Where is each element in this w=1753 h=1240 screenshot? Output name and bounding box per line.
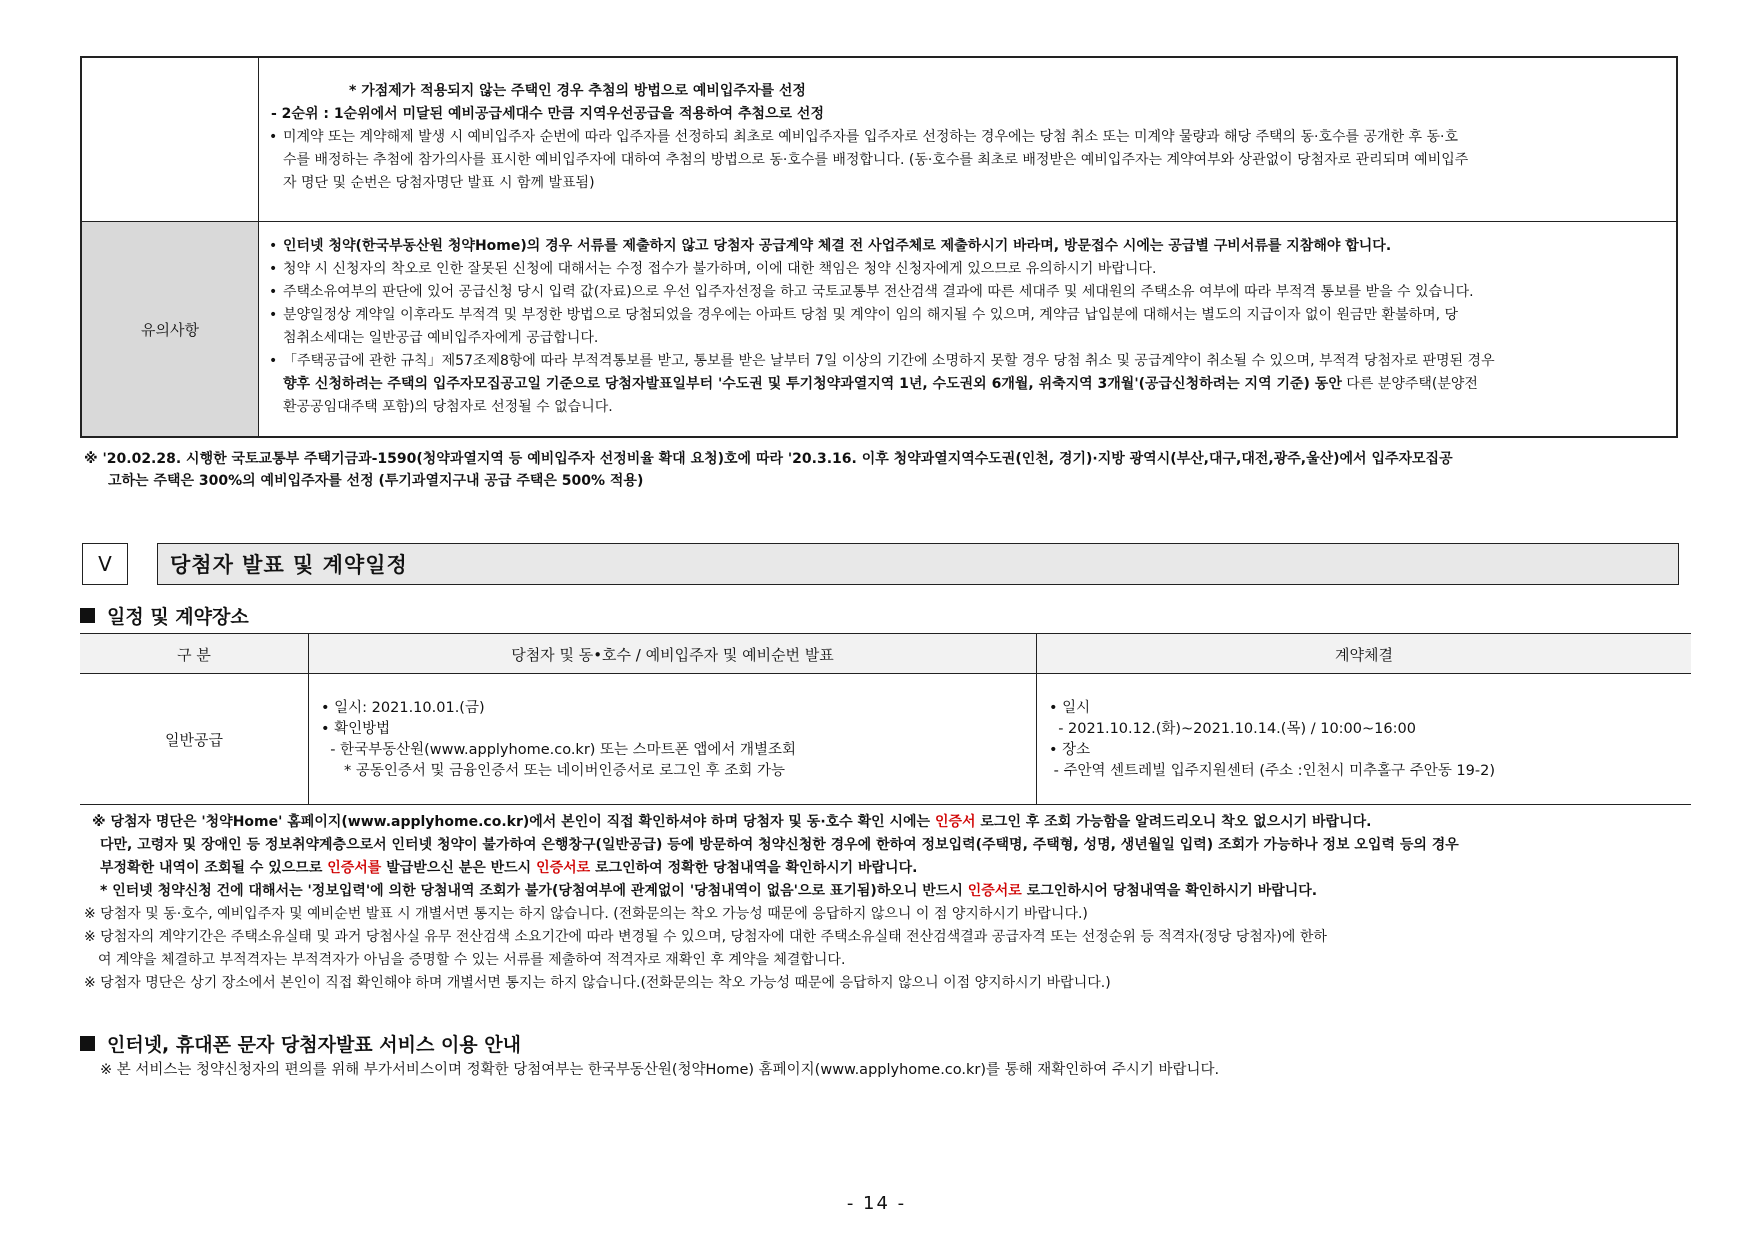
text-line: * 가점제가 적용되지 않는 주택인 경우 추첨의 방법으로 예비입주자를 선정 (349, 83, 806, 99)
footnote: ※ '20.02.28. 시행한 국토교통부 주택기금과-1590(청약과열지역 등 예비입주자 선정비율 확대 요청)호에 따라 '20.3.16. 이후 청약과열지역수도권(인천, 경기)·지방 광역시(부산,대구,대전,광주,울산)에서 입주자모집공 고하는 주택은 300%의 예비입주자를 선정 (투기과열지구내 공급 주택은 500% 적용) (84, 451, 1453, 489)
note-line: 다만, 고령자 및 장애인 등 정보취약계층으로서 인터넷 청약이 불가하여 은행창구(일반공급) 등에 방문하여 청약신청한 경우에 한하여 정보입력(주택명, 주택형, 성명, 생년월일 입력) 조회가 가능하나 정보 오입력 등의 경우 (100, 837, 1459, 853)
contract-cell: • 일시 - 2021.10.12.(화)~2021.10.14.(목) / 10:00~16:00 • 장소 - 주안역 센트레빌 입주지원센터 (주소 :인천시 미추홀구 주안동 19-2) (1049, 700, 1495, 779)
table-row (82, 58, 1676, 222)
cautions-label: 유의사항 (82, 222, 259, 436)
note-line: ※ 당첨자 명단은 '청약Home' 홈페이지(www.applyhome.co.kr)에서 본인이 직접 확인하셔야 하며 당첨자 및 동·호수 확인 시에는 인증서 로그인 후 조회 가능함을 알려드리오니 착오 없으시기 바랍니다. (92, 814, 1372, 830)
column-header: 당첨자 및 동•호수 / 예비입주자 및 예비순번 발표 (309, 634, 1037, 674)
table-content-cell (259, 222, 1676, 436)
note-line: ※ 당첨자 명단은 상기 장소에서 본인이 직접 확인해야 하며 개별서면 통지는 하지 않습니다.(전화문의는 착오 가능성 때문에 응답하지 않으니 이점 양지하시기 바랍니다.) (84, 975, 1111, 991)
text-line: 미계약 또는 계약해제 발생 시 예비입주자 순번에 따라 입주자를 선정하되 최초로 예비입주자를 입주자로 선정하는 경우에는 당첨 취소 또는 미계약 물량과 해당 주택의 동·호수를 공개한 후 동·호 (283, 129, 1459, 145)
table-row (80, 674, 1691, 804)
text-line: 수를 배정하는 추첨에 참가의사를 표시한 예비입주자에 대하여 추첨의 방법으로 동·호수를 배정합니다. (동·호수를 최초로 배정받은 예비입주자는 계약여부와 상관없이 당첨자로 관리되며 예비입주 (283, 152, 1469, 168)
supply-type-cell: 일반공급 (80, 674, 309, 804)
note-line: 여 계약을 체결하고 부적격자는 부적격자가 아님을 증명할 수 있는 서류를 제출하여 적격자로 재확인 후 계약을 체결합니다. (98, 952, 846, 968)
column-header: 계약체결 (1335, 645, 1393, 664)
announcement-cell: • 일시: 2021.10.01.(금) • 확인방법 - 한국부동산원(www.applyhome.co.kr) 또는 스마트폰 앱에서 개별조회 * 공동인증서 및 금융인증서 또는 네이버인증서로 로그인 후 조회 가능 (309, 674, 1037, 804)
note-line: * 인터넷 청약신청 건에 대해서는 '정보입력'에 의한 당첨내역 조회가 불가(당첨여부에 관계없이 '당첨내역이 없음'으로 표기됨)하오니 반드시 인증서로 로그인하시어 당첨내역을 확인하시기 바랍니다. (100, 883, 1318, 899)
service-note: ※ 본 서비스는 청약신청자의 편의를 위해 부가서비스이며 정확한 당첨여부는 한국부동산원(청약Home) 홈페이지(www.applyhome.co.kr)를 통해 재확인하여 주시기 바랍니다. (100, 1062, 1220, 1078)
table-content-cell (259, 58, 1676, 221)
schedule-heading: 일정 및 계약장소 (80, 602, 249, 629)
square-bullet-icon (80, 608, 95, 623)
table-row (82, 222, 1676, 436)
reserve-selection-table (80, 56, 1678, 438)
bullet-item: • 「주택공급에 관한 규칙」제57조제8항에 따라 부적격통보를 받고, 통보를 받은 날부터 7일 이상의 기간에 소명하지 못할 경우 당첨 취소 및 공급계약이 취소될 수 있으며, 부적격 당첨자로 판명된 경우 향후 신청하려는 주택의 입주자모집공고일 기준으로 당첨자발표일부터 '수도권 및 투기청약과열지역 1년, 수도권외 6개월, 위축지역 3개월'(공급신청하려는 지역 기준) 동안 다른 분양주택(분양전 환공공임대주택 포함)의 당첨자로 선정될 수 없습니다. (269, 353, 1495, 415)
bullet-item: • 주택소유여부의 판단에 있어 공급신청 당시 입력 값(자료)으로 우선 입주자선정을 하고 국토교통부 전산검색 결과에 따른 세대주 및 세대원의 주택소유 여부에 따라 부적격 통보를 받을 수 있습니다. (269, 284, 1474, 300)
bullet-item: • 청약 시 신청자의 착오로 인한 잘못된 신청에 대해서는 수정 접수가 불가하며, 이에 대한 책임은 청약 신청자에게 있으므로 유의하시기 바랍니다. (269, 261, 1157, 277)
note-line: ※ 당첨자 및 동·호수, 예비입주자 및 예비순번 발표 시 개별서면 통지는 하지 않습니다. (전화문의는 착오 가능성 때문에 응답하지 않으니 이 점 양지하시기 바랍니다.) (84, 906, 1088, 922)
bullet-item: • 인터넷 청약(한국부동산원 청약Home)의 경우 서류를 제출하지 않고 당첨자 공급계약 체결 전 사업주체로 제출하시기 바라며, 방문접수 시에는 공급별 구비서류를 지참해야 합니다. (269, 238, 1392, 254)
note-line: 부정확한 내역이 조회될 수 있으므로 인증서를 발급받으신 분은 반드시 인증서로 로그인하여 정확한 당첨내역을 확인하시기 바랍니다. (100, 860, 918, 876)
page-number: - 14 - (846, 1193, 907, 1214)
notes-block (84, 811, 1684, 995)
service-heading: 인터넷, 휴대폰 문자 당첨자발표 서비스 이용 안내 (80, 1030, 521, 1057)
table-label-cell (82, 58, 259, 221)
bullet-item: • 분양일정상 계약일 이후라도 부적격 및 부정한 방법으로 당첨되었을 경우에는 아파트 당첨 및 계약이 임의 해지될 수 있으며, 계약금 납입분에 대해서는 별도의 지급이자 없이 원금만 환불하며, 당 첨취소세대는 일반공급 예비입주자에게 공급합니다. (269, 307, 1459, 346)
text-line: - 2순위 : 1순위에서 미달된 예비공급세대수 만큼 지역우선공급을 적용하여 추첨으로 선정 (271, 106, 824, 122)
text-line: 자 명단 및 순번은 당첨자명단 발표 시 함께 발표됨) (283, 175, 595, 191)
table-header-row (80, 634, 1691, 674)
schedule-table (80, 633, 1691, 805)
section-number: V (82, 543, 128, 585)
note-line: ※ 당첨자의 계약기간은 주택소유실태 및 과거 당첨사실 유무 전산검색 소요기간에 따라 변경될 수 있으며, 당첨자에 대한 주택소유실태 전산검색결과 공급자격 또는 선정순위 등 적격자(정당 당첨자)에 한하 (84, 929, 1327, 945)
bullet-item: • 미계약 또는 계약해제 발생 시 예비입주자 순번에 따라 입주자를 선정하되 최초로 예비입주자를 입주자로 선정하는 경우에는 당첨 취소 또는 미계약 물량과 해당 주택의 동·호수를 공개한 후 동·호 수를 배정하는 추첨에 참가의사를 표시한 예비입주자에 대하여 추첨의 방법으로 동·호수를 배정합니다. (동·호수를 최초로 배정받은 예비입주자는 계약여부와 상관없이 당첨자로 관리되며 예비입주 자 명단 및 순번은 당첨자명단 발표 시 함께 발표됨) (269, 126, 1658, 195)
square-bullet-icon (80, 1036, 95, 1051)
column-header: 구 분 (80, 634, 309, 674)
section-title: 당첨자 발표 및 계약일정 (157, 543, 1679, 585)
